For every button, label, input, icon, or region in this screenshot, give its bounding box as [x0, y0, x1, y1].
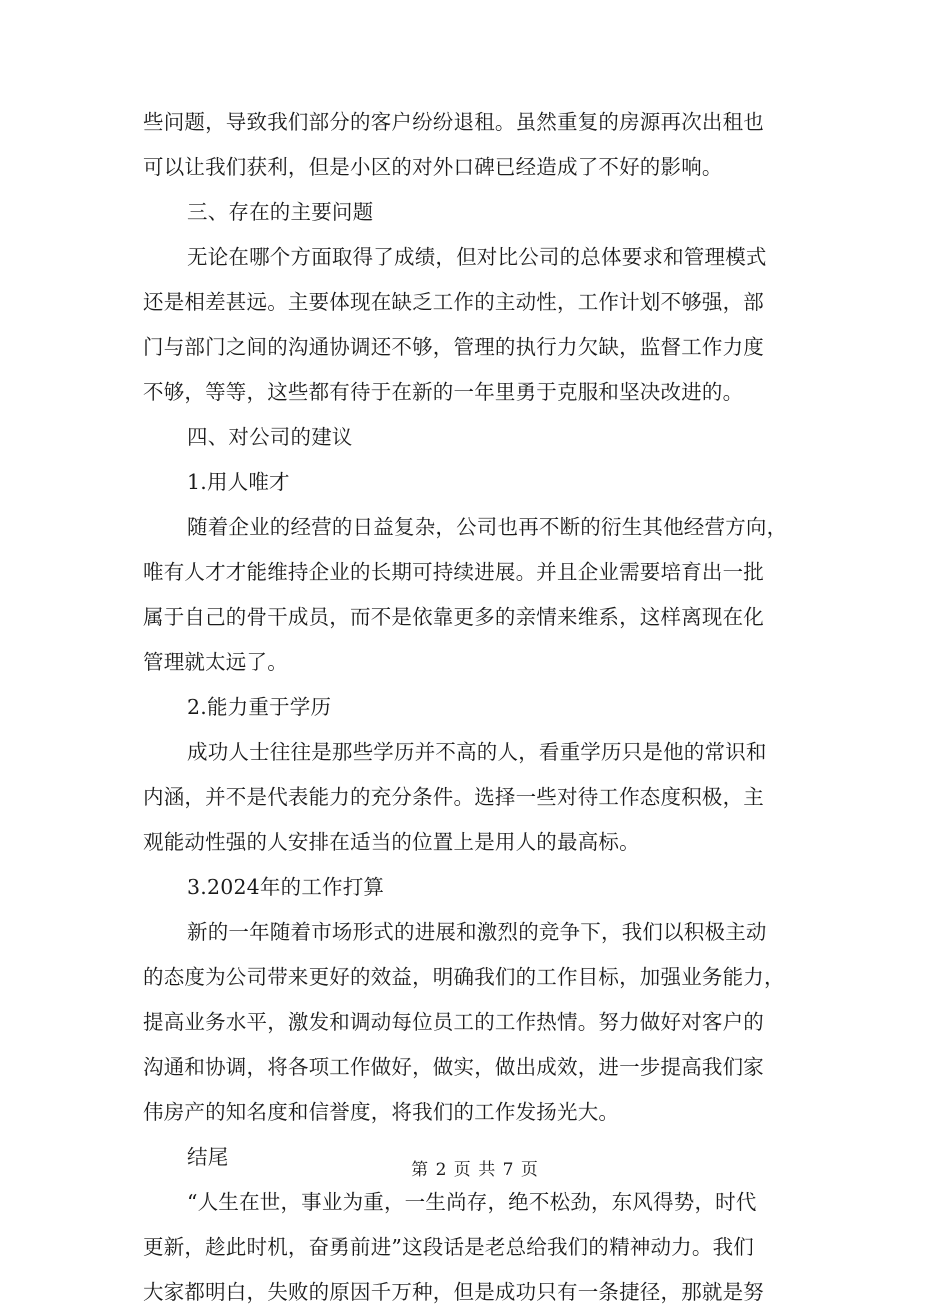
text-line: 提高业务水平，激发和调动每位员工的工作热情。努力做好对客户的: [143, 1010, 764, 1034]
text-line: 还是相差甚远。主要体现在缺乏工作的主动性，工作计划不够强，部: [143, 290, 764, 314]
text-line: 观能动性强的人安排在适当的位置上是用人的最高标。: [143, 830, 640, 854]
text-line: 大家都明白，失败的原因千万种，但是成功只有一条捷径，那就是努: [143, 1280, 764, 1304]
text-line: “人生在世，事业为重，一生尚存，绝不松劲，东风得势，时代: [187, 1190, 757, 1214]
text-line: 管理就太远了。: [143, 650, 288, 674]
text-line: 可以让我们获利，但是小区的对外口碑已经造成了不好的影响。: [143, 155, 723, 179]
text-line: 3.2024年的工作打算: [187, 875, 385, 899]
text-line: 沟通和协调，将各项工作做好，做实，做出成效，进一步提高我们家: [143, 1055, 764, 1079]
text-line: 伟房产的知名度和信誉度，将我们的工作发扬光大。: [143, 1100, 620, 1124]
text-line: 成功人士往往是那些学历并不高的人，看重学历只是他的常识和: [187, 740, 767, 764]
text-line: 2.能力重于学历: [187, 695, 332, 719]
text-line: 唯有人才才能维持企业的长期可持续进展。并且企业需要培育出一批: [143, 560, 764, 584]
text-line: 些问题，导致我们部分的客户纷纷退租。虽然重复的房源再次出租也: [143, 110, 764, 134]
text-line: 1.用人唯才: [187, 470, 290, 494]
page-footer: 第 2 页 共 7 页: [411, 1160, 539, 1180]
text-line: 属于自己的骨干成员，而不是依靠更多的亲情来维系，这样离现在化: [143, 605, 764, 629]
text-line: 不够，等等，这些都有待于在新的一年里勇于克服和坚决改进的。: [143, 380, 744, 404]
text-line: 四、对公司的建议: [187, 425, 353, 449]
text-line: 门与部门之间的沟通协调还不够，管理的执行力欠缺，监督工作力度: [143, 335, 764, 359]
text-line: 内涵，并不是代表能力的充分条件。选择一些对待工作态度积极，主: [143, 785, 764, 809]
text-line: 更新，趁此时机，奋勇前进”这段话是老总给我们的精神动力。我们: [143, 1235, 754, 1259]
text-line: 随着企业的经营的日益复杂，公司也再不断的衍生其他经营方向，: [187, 515, 788, 539]
text-line: 结尾: [187, 1145, 229, 1169]
text-line: 新的一年随着市场形式的进展和激烈的竞争下，我们以积极主动: [187, 920, 767, 944]
document-body: [143, 100, 805, 1315]
text-line: 三、存在的主要问题: [187, 200, 374, 224]
text-line: 的态度为公司带来更好的效益，明确我们的工作目标，加强业务能力，: [143, 965, 785, 989]
text-line: 无论在哪个方面取得了成绩，但对比公司的总体要求和管理模式: [187, 245, 767, 269]
